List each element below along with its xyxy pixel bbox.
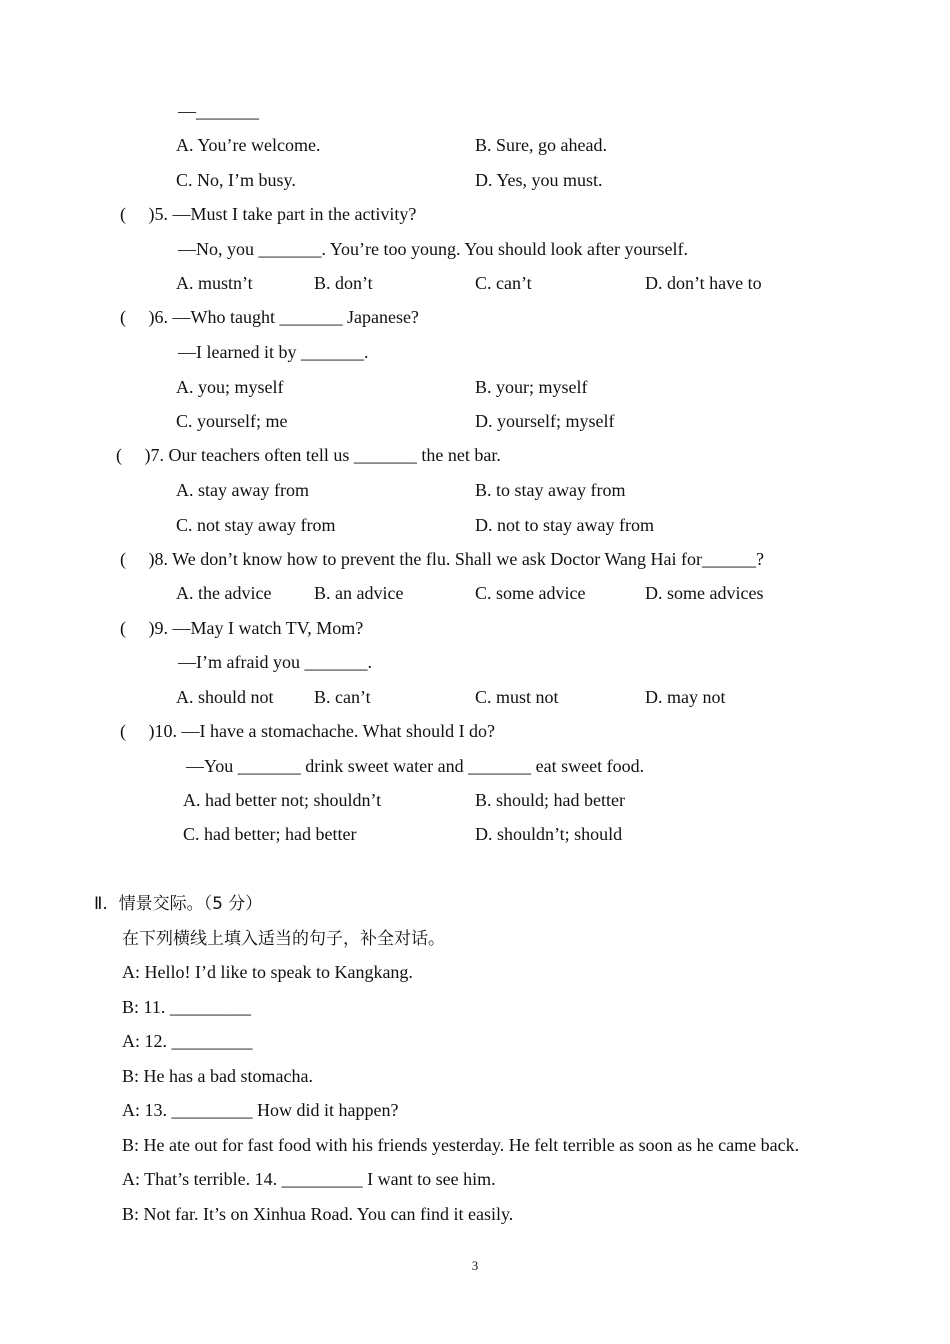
q8-option-c: C. some advice bbox=[475, 583, 586, 603]
q4-answer-line: —_______ bbox=[178, 101, 259, 121]
q7-stem: ( )7. Our teachers often tell us _______ the net bar. bbox=[116, 445, 501, 465]
q4-option-c: C. No, I’m busy. bbox=[176, 170, 296, 190]
q10-response: —You _______ drink sweet water and _______ eat sweet food. bbox=[186, 756, 645, 776]
q8-option-a: A. the advice bbox=[176, 583, 272, 603]
q6-option-b: B. your; myself bbox=[475, 377, 588, 397]
q5-option-a: A. mustn’t bbox=[176, 273, 253, 293]
q7-option-c: C. not stay away from bbox=[176, 515, 336, 535]
q5-stem: ( )5. —Must I take part in the activity? bbox=[120, 204, 417, 224]
q10-option-d: D. shouldn’t; should bbox=[475, 824, 623, 844]
dialogue-line: A: 13. _________ How did it happen? bbox=[122, 1100, 399, 1120]
q8-stem: ( )8. We don’t know how to prevent the flu. Shall we ask Doctor Wang Hai for______? bbox=[120, 549, 764, 569]
dialogue-line: B: He ate out for fast food with his friends yesterday. He felt terrible as soon as he came back. bbox=[122, 1135, 800, 1155]
q5-option-d: D. don’t have to bbox=[645, 273, 762, 293]
q9-option-b: B. can’t bbox=[314, 687, 371, 707]
q7-option-d: D. not to stay away from bbox=[475, 515, 654, 535]
q10-option-c: C. had better; had better bbox=[183, 824, 357, 844]
q9-option-c: C. must not bbox=[475, 687, 559, 707]
dialogue-line: A: Hello! I’d like to speak to Kangkang. bbox=[122, 962, 413, 982]
q7-option-a: A. stay away from bbox=[176, 480, 309, 500]
q7-option-b: B. to stay away from bbox=[475, 480, 626, 500]
dialogue-line: A: That’s terrible. 14. _________ I want to see him. bbox=[122, 1169, 496, 1189]
q6-option-a: A. you; myself bbox=[176, 377, 284, 397]
q6-option-d: D. yourself; myself bbox=[475, 411, 615, 431]
dialogue-line: B: Not far. It’s on Xinhua Road. You can find it easily. bbox=[122, 1204, 514, 1224]
q8-option-b: B. an advice bbox=[314, 583, 404, 603]
q9-option-a: A. should not bbox=[176, 687, 274, 707]
q9-stem: ( )9. —May I watch TV, Mom? bbox=[120, 618, 364, 638]
q4-option-d: D. Yes, you must. bbox=[475, 170, 603, 190]
q9-response: —I’m afraid you _______. bbox=[178, 652, 372, 672]
q9-option-d: D. may not bbox=[645, 687, 726, 707]
q5-response: —No, you _______. You’re too young. You should look after yourself. bbox=[178, 239, 688, 259]
section-2-heading: Ⅱ. 情景交际。（5 分） bbox=[94, 894, 263, 914]
dialogue-line: A: 12. _________ bbox=[122, 1031, 253, 1051]
q5-option-c: C. can’t bbox=[475, 273, 532, 293]
page-number: 3 bbox=[471, 1258, 479, 1273]
q10-option-b: B. should; had better bbox=[475, 790, 625, 810]
dialogue-line: B: 11. _________ bbox=[122, 997, 251, 1017]
q4-option-b: B. Sure, go ahead. bbox=[475, 135, 607, 155]
q8-option-d: D. some advices bbox=[645, 583, 764, 603]
q6-option-c: C. yourself; me bbox=[176, 411, 288, 431]
q10-option-a: A. had better not; shouldn’t bbox=[183, 790, 382, 810]
q6-stem: ( )6. —Who taught _______ Japanese? bbox=[120, 307, 419, 327]
section-2-instruction: 在下列横线上填入适当的句子，补全对话。 bbox=[122, 929, 445, 949]
dialogue-line: B: He has a bad stomacha. bbox=[122, 1066, 313, 1086]
q6-response: —I learned it by _______. bbox=[178, 342, 369, 362]
q10-stem: ( )10. —I have a stomachache. What should I do? bbox=[120, 721, 496, 741]
q4-option-a: A. You’re welcome. bbox=[176, 135, 321, 155]
q5-option-b: B. don’t bbox=[314, 273, 373, 293]
